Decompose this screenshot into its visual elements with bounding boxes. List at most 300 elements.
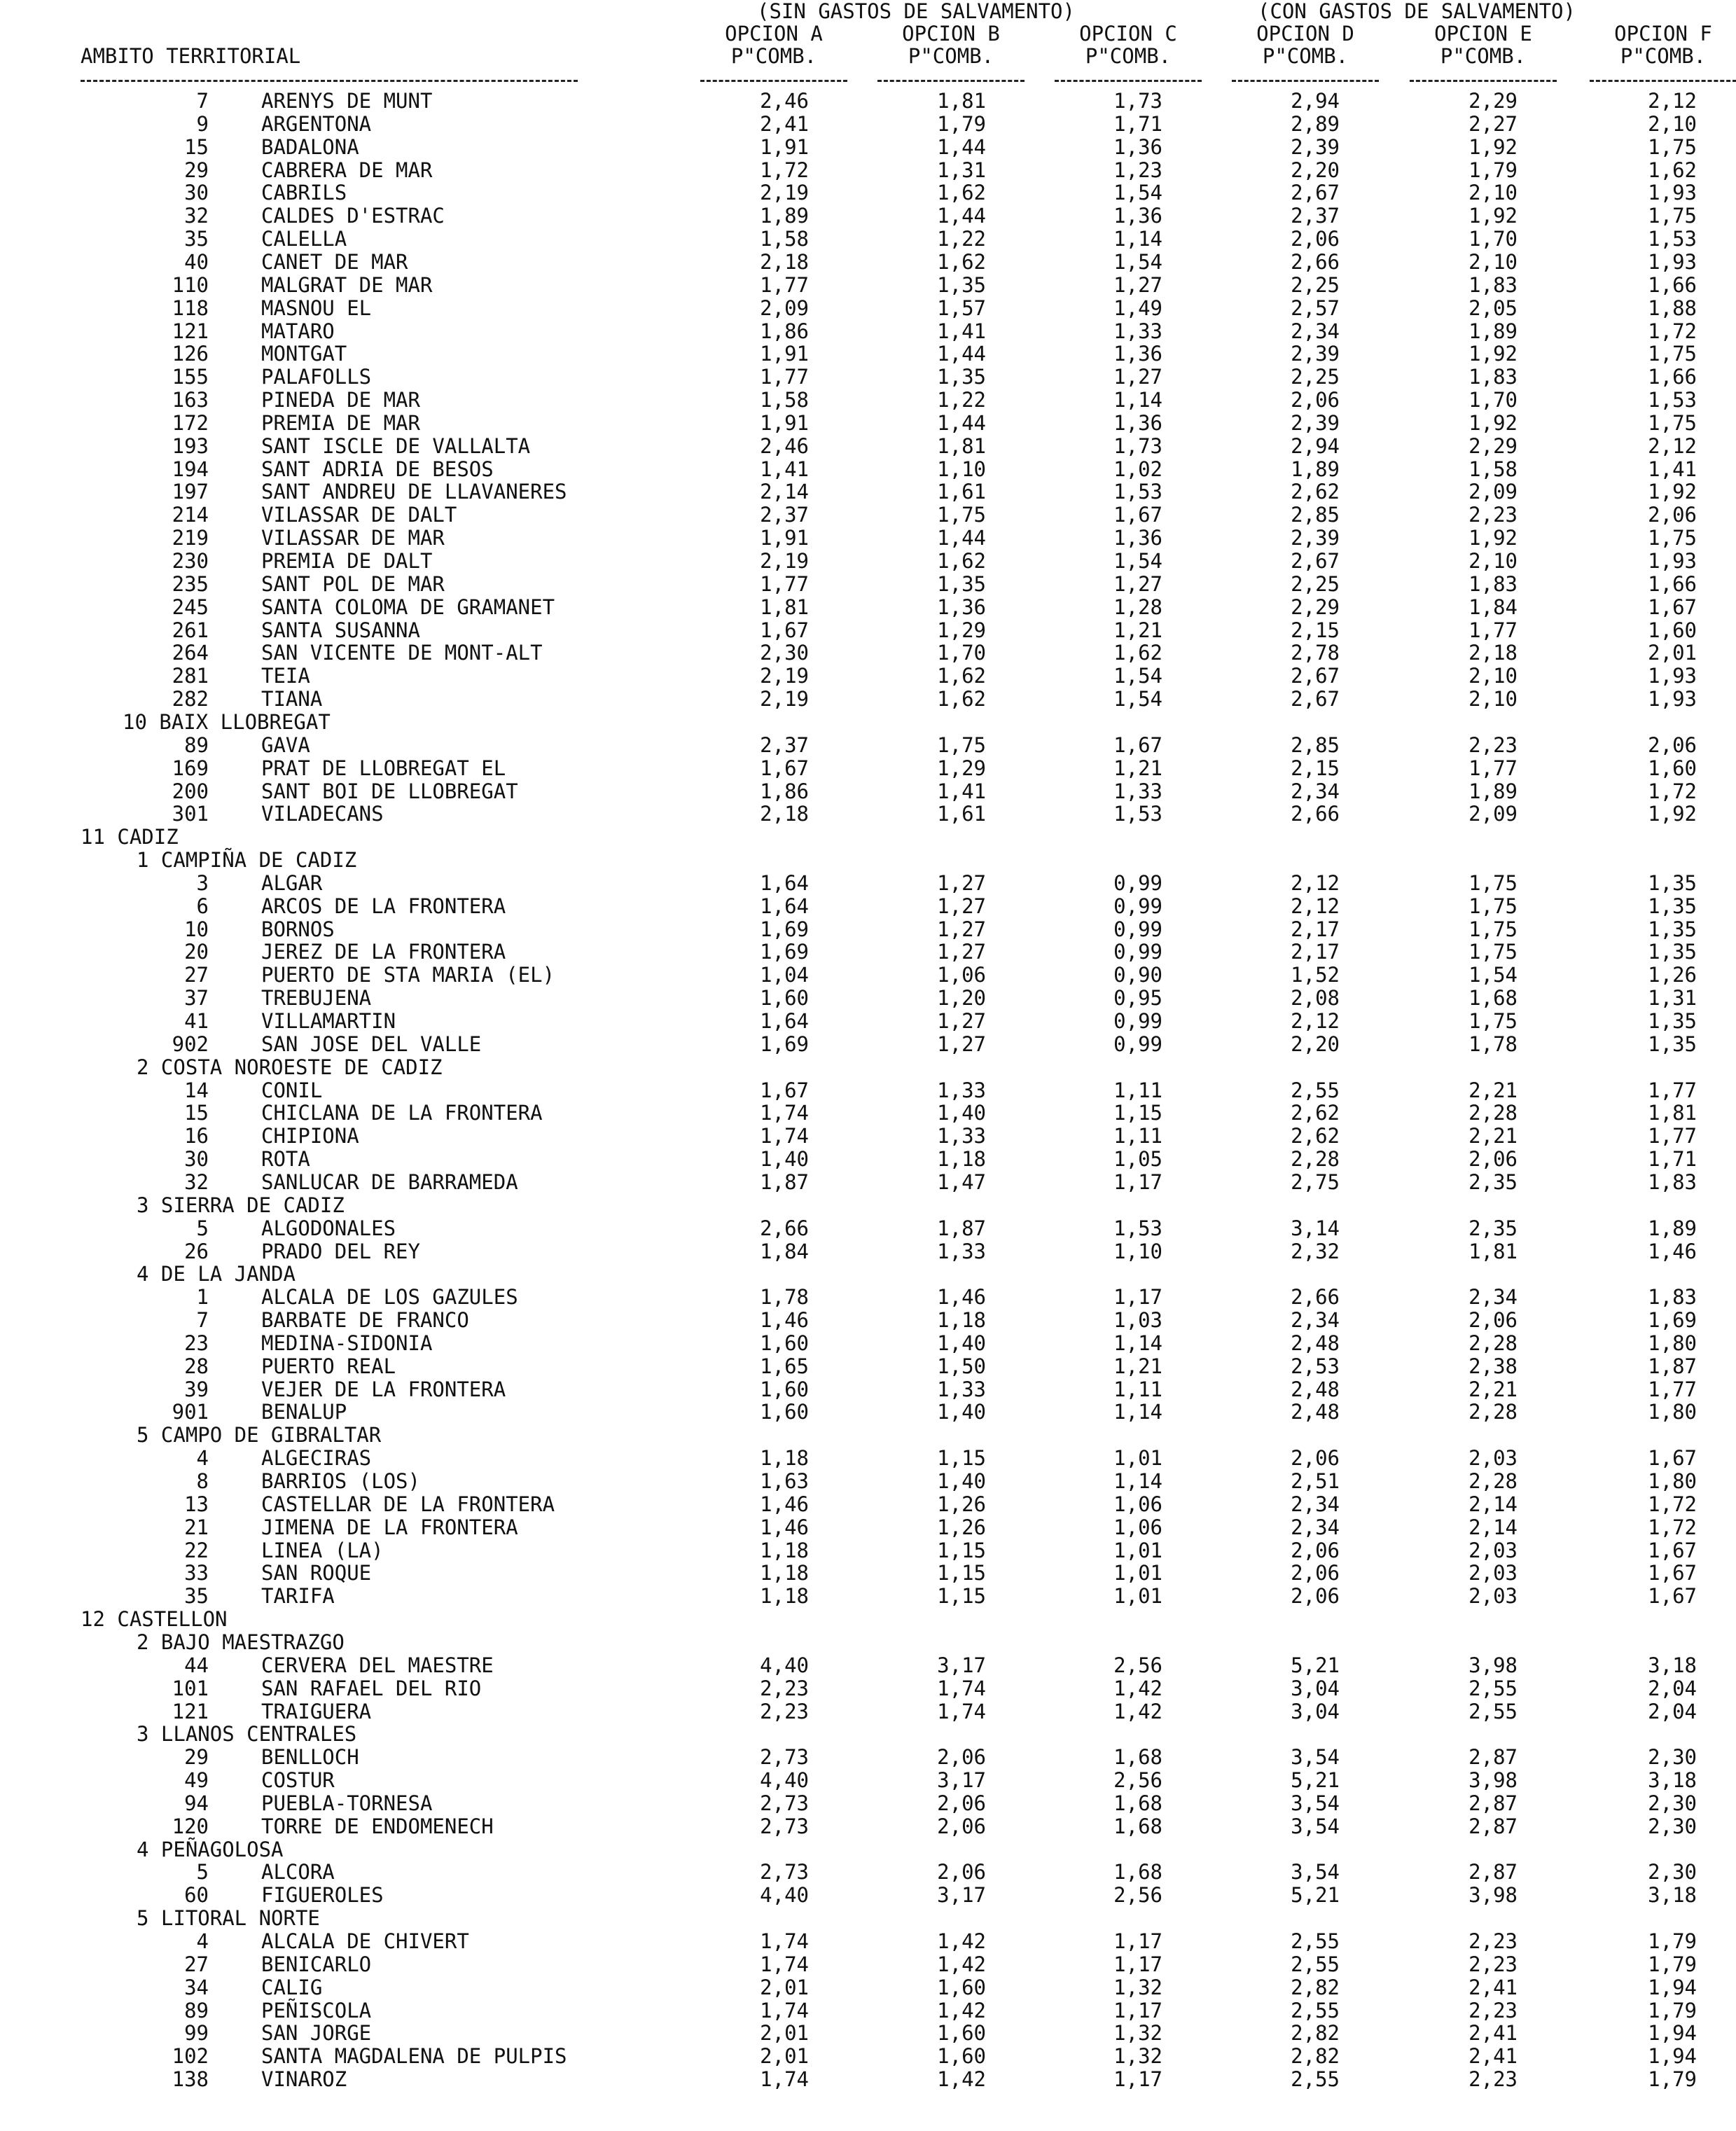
municipality-code: 4	[196, 1446, 209, 1471]
value-option-e: 2,23	[1468, 1998, 1518, 2022]
value-option-f: 1,80	[1648, 1400, 1697, 1424]
value-option-e: 1,83	[1468, 365, 1518, 389]
value-option-d: 3,04	[1291, 1699, 1340, 1723]
value-option-e: 2,28	[1468, 1469, 1518, 1493]
column-subheader-pcomb: P"COMB.	[1262, 44, 1349, 68]
value-option-d: 2,62	[1291, 480, 1340, 504]
value-option-b: 1,47	[937, 1169, 986, 1194]
value-option-f: 1,72	[1648, 779, 1697, 803]
value-option-a: 1,64	[760, 870, 809, 895]
municipality-row	[0, 573, 1736, 596]
value-option-c: 1,15	[1113, 1101, 1162, 1125]
region-label: 3 SIERRA DE CADIZ	[137, 1193, 345, 1217]
value-option-b: 1,15	[937, 1584, 986, 1609]
value-option-d: 2,12	[1291, 870, 1340, 895]
value-option-d: 3,54	[1291, 1745, 1340, 1770]
value-option-b: 1,41	[937, 319, 986, 343]
region-row	[0, 1907, 1736, 1930]
value-option-d: 2,06	[1291, 1561, 1340, 1585]
value-option-b: 1,75	[937, 503, 986, 527]
value-option-f: 2,30	[1648, 1745, 1697, 1770]
value-option-f: 1,66	[1648, 272, 1697, 297]
value-option-d: 5,21	[1291, 1883, 1340, 1908]
value-option-c: 1,49	[1113, 296, 1162, 320]
value-option-a: 1,60	[760, 1400, 809, 1424]
value-option-f: 1,53	[1648, 388, 1697, 412]
value-option-d: 2,55	[1291, 1929, 1340, 1953]
value-option-a: 2,73	[760, 1814, 809, 1838]
value-option-d: 2,15	[1291, 756, 1340, 780]
municipality-row	[0, 228, 1736, 251]
value-option-a: 1,86	[760, 779, 809, 803]
value-option-d: 5,21	[1291, 1653, 1340, 1677]
value-option-d: 2,85	[1291, 503, 1340, 527]
value-option-e: 1,84	[1468, 595, 1518, 619]
value-option-e: 3,98	[1468, 1883, 1518, 1908]
municipality-name: PREMIA DE MAR	[261, 410, 420, 435]
municipality-name: ALCALA DE LOS GAZULES	[261, 1285, 518, 1310]
value-option-f: 1,46	[1648, 1239, 1697, 1263]
municipality-code: 16	[184, 1124, 209, 1148]
municipality-name: MASNOU EL	[261, 296, 372, 320]
value-option-f: 1,94	[1648, 2044, 1697, 2069]
value-option-e: 2,03	[1468, 1538, 1518, 1562]
value-option-b: 1,15	[937, 1446, 986, 1471]
municipality-code: 5	[196, 1216, 209, 1240]
value-option-b: 3,17	[937, 1768, 986, 1793]
municipality-code: 121	[172, 1699, 209, 1723]
value-option-c: 1,01	[1113, 1584, 1162, 1609]
municipality-name: CALDES D'ESTRAC	[261, 204, 445, 228]
value-option-c: 0,99	[1113, 917, 1162, 941]
municipality-name: TREBUJENA	[261, 986, 372, 1011]
value-option-c: 1,73	[1113, 433, 1162, 458]
value-option-f: 2,04	[1648, 1676, 1697, 1700]
municipality-name: CASTELLAR DE LA FRONTERA	[261, 1492, 555, 1516]
municipality-row	[0, 940, 1736, 964]
municipality-row	[0, 435, 1736, 458]
value-option-b: 1,27	[937, 894, 986, 918]
municipality-code: 301	[172, 802, 209, 826]
value-option-f: 1,67	[1648, 1584, 1697, 1609]
value-option-f: 1,67	[1648, 1538, 1697, 1562]
value-option-a: 2,30	[760, 641, 809, 665]
municipality-row	[0, 688, 1736, 711]
value-option-c: 1,10	[1113, 1239, 1162, 1263]
municipality-row	[0, 366, 1736, 389]
value-option-e: 2,06	[1468, 1308, 1518, 1333]
value-option-e: 2,06	[1468, 1147, 1518, 1172]
value-option-d: 2,66	[1291, 249, 1340, 274]
value-option-c: 1,01	[1113, 1446, 1162, 1471]
column-header-option-b: OPCION B	[902, 22, 1000, 46]
column-header-option-a: OPCION A	[725, 22, 823, 46]
value-option-f: 1,81	[1648, 1101, 1697, 1125]
municipality-name: ALCALA DE CHIVERT	[261, 1929, 469, 1953]
value-option-c: 1,05	[1113, 1147, 1162, 1172]
value-option-e: 2,03	[1468, 1446, 1518, 1471]
municipality-code: 94	[184, 1791, 209, 1815]
municipality-row	[0, 527, 1736, 550]
value-option-f: 1,35	[1648, 1009, 1697, 1033]
value-option-b: 1,42	[937, 1929, 986, 1953]
municipality-row	[0, 1769, 1736, 1792]
value-option-a: 2,18	[760, 249, 809, 274]
value-option-b: 1,74	[937, 1699, 986, 1723]
municipality-code: 219	[172, 526, 209, 550]
municipality-code: 44	[184, 1653, 209, 1677]
municipality-row	[0, 320, 1736, 343]
value-option-b: 1,79	[937, 111, 986, 136]
value-option-a: 1,46	[760, 1308, 809, 1333]
value-option-d: 2,62	[1291, 1124, 1340, 1148]
municipality-row	[0, 1378, 1736, 1401]
value-option-c: 1,71	[1113, 111, 1162, 136]
value-option-a: 1,77	[760, 571, 809, 596]
column-header-option-e: OPCION E	[1434, 22, 1532, 46]
municipality-name: ARENYS DE MUNT	[261, 89, 433, 113]
value-option-b: 1,26	[937, 1515, 986, 1539]
value-option-b: 1,62	[937, 181, 986, 205]
value-option-a: 2,41	[760, 111, 809, 136]
value-option-e: 2,09	[1468, 480, 1518, 504]
municipality-name: VILLAMARTIN	[261, 1009, 396, 1033]
value-option-b: 1,57	[937, 296, 986, 320]
municipality-name: BARRIOS (LOS)	[261, 1469, 420, 1493]
municipality-name: PEÑISCOLA	[261, 1998, 372, 2022]
municipality-code: 7	[196, 1308, 209, 1333]
value-option-b: 3,17	[937, 1883, 986, 1908]
municipality-name: SANT BOI DE LLOBREGAT	[261, 779, 518, 803]
municipality-code: 121	[172, 319, 209, 343]
municipality-name: SANTA MAGDALENA DE PULPIS	[261, 2044, 567, 2069]
municipality-code: 33	[184, 1561, 209, 1585]
value-option-b: 1,35	[937, 571, 986, 596]
value-option-b: 1,61	[937, 480, 986, 504]
value-option-a: 1,18	[760, 1538, 809, 1562]
value-option-d: 2,67	[1291, 687, 1340, 712]
value-option-e: 2,41	[1468, 2044, 1518, 2069]
value-option-f: 1,35	[1648, 1032, 1697, 1056]
value-option-f: 2,30	[1648, 1791, 1697, 1815]
municipality-code: 22	[184, 1538, 209, 1562]
value-option-d: 3,14	[1291, 1216, 1340, 1240]
value-option-b: 1,44	[937, 342, 986, 366]
value-option-a: 1,69	[760, 1032, 809, 1056]
rule-ambito	[81, 80, 578, 82]
municipality-code: 120	[172, 1814, 209, 1838]
municipality-code: 282	[172, 687, 209, 712]
value-option-c: 1,73	[1113, 89, 1162, 113]
municipality-row	[0, 274, 1736, 297]
municipality-code: 169	[172, 756, 209, 780]
value-option-e: 2,28	[1468, 1101, 1518, 1125]
value-option-a: 1,60	[760, 986, 809, 1011]
value-option-f: 1,80	[1648, 1469, 1697, 1493]
value-option-e: 2,10	[1468, 664, 1518, 688]
municipality-row	[0, 918, 1736, 941]
municipality-name: ROTA	[261, 1147, 310, 1172]
municipality-row	[0, 1309, 1736, 1332]
municipality-row	[0, 1079, 1736, 1102]
value-option-e: 2,29	[1468, 89, 1518, 113]
municipality-name: SAN JOSE DEL VALLE	[261, 1032, 482, 1056]
value-option-c: 1,14	[1113, 227, 1162, 251]
value-option-d: 1,52	[1291, 963, 1340, 987]
value-option-d: 2,89	[1291, 111, 1340, 136]
municipality-code: 39	[184, 1377, 209, 1401]
value-option-d: 2,06	[1291, 227, 1340, 251]
value-option-a: 2,37	[760, 503, 809, 527]
value-option-a: 4,40	[760, 1653, 809, 1677]
value-option-d: 2,48	[1291, 1331, 1340, 1355]
municipality-code: 99	[184, 2021, 209, 2046]
value-option-f: 1,94	[1648, 2021, 1697, 2046]
value-option-c: 1,06	[1113, 1492, 1162, 1516]
municipality-code: 89	[184, 1998, 209, 2022]
value-option-e: 2,09	[1468, 802, 1518, 826]
value-option-d: 2,12	[1291, 894, 1340, 918]
value-option-d: 2,62	[1291, 1101, 1340, 1125]
value-option-b: 1,06	[937, 963, 986, 987]
value-option-b: 1,44	[937, 410, 986, 435]
header-rule	[1232, 80, 1379, 82]
municipality-name: VILADECANS	[261, 802, 384, 826]
value-option-e: 2,87	[1468, 1860, 1518, 1884]
region-label: 4 DE LA JANDA	[137, 1262, 296, 1286]
value-option-b: 1,10	[937, 457, 986, 481]
value-option-a: 1,87	[760, 1169, 809, 1194]
value-option-c: 1,27	[1113, 272, 1162, 297]
value-option-c: 1,68	[1113, 1860, 1162, 1884]
column-header-option-d: OPCION D	[1256, 22, 1354, 46]
value-option-d: 2,08	[1291, 986, 1340, 1011]
value-option-b: 1,31	[937, 158, 986, 182]
region-row	[0, 1424, 1736, 1447]
municipality-row	[0, 159, 1736, 182]
value-option-d: 1,89	[1291, 457, 1340, 481]
value-option-c: 1,68	[1113, 1791, 1162, 1815]
value-option-c: 0,99	[1113, 870, 1162, 895]
value-option-a: 1,60	[760, 1377, 809, 1401]
value-option-a: 2,19	[760, 664, 809, 688]
municipality-row	[0, 1585, 1736, 1608]
value-option-c: 1,21	[1113, 756, 1162, 780]
municipality-name: MONTGAT	[261, 342, 347, 366]
value-option-e: 2,14	[1468, 1515, 1518, 1539]
value-option-d: 5,21	[1291, 1768, 1340, 1793]
value-option-a: 1,46	[760, 1492, 809, 1516]
value-option-a: 2,09	[760, 296, 809, 320]
value-option-a: 1,18	[760, 1446, 809, 1471]
value-option-a: 1,77	[760, 272, 809, 297]
value-option-a: 2,01	[760, 2044, 809, 2069]
municipality-name: TEIA	[261, 664, 310, 688]
municipality-name: JEREZ DE LA FRONTERA	[261, 940, 506, 964]
value-option-e: 3,98	[1468, 1653, 1518, 1677]
municipality-code: 200	[172, 779, 209, 803]
value-option-f: 1,75	[1648, 526, 1697, 550]
value-option-d: 2,66	[1291, 802, 1340, 826]
value-option-d: 2,25	[1291, 272, 1340, 297]
value-option-f: 1,66	[1648, 365, 1697, 389]
municipality-name: ALCORA	[261, 1860, 335, 1884]
value-option-b: 2,06	[937, 1745, 986, 1770]
municipality-code: 27	[184, 1952, 209, 1976]
municipality-code: 29	[184, 1745, 209, 1770]
value-option-c: 1,53	[1113, 802, 1162, 826]
municipality-name: PALAFOLLS	[261, 365, 372, 389]
value-option-a: 1,04	[760, 963, 809, 987]
value-option-a: 1,46	[760, 1515, 809, 1539]
value-option-b: 1,26	[937, 1492, 986, 1516]
value-option-b: 1,62	[937, 249, 986, 274]
region-label: 5 CAMPO DE GIBRALTAR	[137, 1423, 382, 1448]
value-option-f: 3,18	[1648, 1768, 1697, 1793]
value-option-f: 1,72	[1648, 319, 1697, 343]
value-option-b: 1,15	[937, 1538, 986, 1562]
municipality-row	[0, 251, 1736, 274]
value-option-b: 1,81	[937, 89, 986, 113]
municipality-code: 194	[172, 457, 209, 481]
value-option-d: 2,51	[1291, 1469, 1340, 1493]
value-option-d: 2,34	[1291, 779, 1340, 803]
municipality-code: 32	[184, 204, 209, 228]
value-option-c: 1,27	[1113, 571, 1162, 596]
value-option-c: 1,17	[1113, 1998, 1162, 2022]
value-option-a: 1,64	[760, 1009, 809, 1033]
value-option-c: 1,32	[1113, 2021, 1162, 2046]
value-option-c: 1,62	[1113, 641, 1162, 665]
value-option-b: 1,46	[937, 1285, 986, 1310]
value-option-e: 2,41	[1468, 1975, 1518, 1999]
value-option-a: 1,63	[760, 1469, 809, 1493]
value-option-b: 1,81	[937, 433, 986, 458]
value-option-e: 1,79	[1468, 158, 1518, 182]
value-option-d: 2,34	[1291, 1308, 1340, 1333]
municipality-row	[0, 596, 1736, 619]
value-option-b: 3,17	[937, 1653, 986, 1677]
value-option-b: 1,33	[937, 1239, 986, 1263]
value-option-b: 1,27	[937, 870, 986, 895]
value-option-e: 2,28	[1468, 1331, 1518, 1355]
value-option-c: 1,68	[1113, 1814, 1162, 1838]
municipality-row	[0, 1125, 1736, 1148]
value-option-d: 2,94	[1291, 433, 1340, 458]
municipality-row	[0, 1447, 1736, 1470]
column-header-option-c: OPCION C	[1079, 22, 1177, 46]
value-option-d: 2,67	[1291, 181, 1340, 205]
value-option-d: 2,39	[1291, 410, 1340, 435]
value-option-a: 2,23	[760, 1699, 809, 1723]
group-header-sin-gastos: (SIN GASTOS DE SALVAMENTO)	[757, 0, 1075, 23]
value-option-f: 2,06	[1648, 503, 1697, 527]
value-option-b: 1,74	[937, 1676, 986, 1700]
municipality-name: PUERTO DE STA MARIA (EL)	[261, 963, 555, 987]
municipality-code: 5	[196, 1860, 209, 1884]
municipality-row	[0, 412, 1736, 435]
municipality-code: 13	[184, 1492, 209, 1516]
value-option-c: 1,54	[1113, 664, 1162, 688]
municipality-name: CABRERA DE MAR	[261, 158, 433, 182]
value-option-b: 2,06	[937, 1814, 986, 1838]
value-option-c: 1,14	[1113, 1400, 1162, 1424]
region-label: 4 PEÑAGOLOSA	[137, 1837, 284, 1861]
municipality-code: 197	[172, 480, 209, 504]
province-row	[0, 826, 1736, 849]
value-option-e: 2,03	[1468, 1584, 1518, 1609]
region-row	[0, 849, 1736, 872]
value-option-e: 2,10	[1468, 549, 1518, 573]
value-option-a: 1,40	[760, 1147, 809, 1172]
municipality-code: 3	[196, 870, 209, 895]
value-option-d: 2,06	[1291, 388, 1340, 412]
value-option-a: 1,72	[760, 158, 809, 182]
value-option-a: 1,69	[760, 917, 809, 941]
value-option-c: 1,42	[1113, 1676, 1162, 1700]
value-option-b: 1,61	[937, 802, 986, 826]
value-option-a: 1,74	[760, 1952, 809, 1976]
value-option-b: 1,29	[937, 756, 986, 780]
municipality-name: LINEA (LA)	[261, 1538, 384, 1562]
municipality-row	[0, 1240, 1736, 1263]
municipality-row	[0, 480, 1736, 504]
municipality-name: ARGENTONA	[261, 111, 372, 136]
value-option-d: 2,06	[1291, 1446, 1340, 1471]
municipality-name: ALGODONALES	[261, 1216, 396, 1240]
value-option-d: 2,39	[1291, 134, 1340, 159]
value-option-b: 1,42	[937, 1998, 986, 2022]
value-option-c: 1,01	[1113, 1561, 1162, 1585]
value-option-e: 1,83	[1468, 272, 1518, 297]
value-option-d: 2,55	[1291, 1952, 1340, 1976]
value-option-a: 1,91	[760, 342, 809, 366]
value-option-f: 1,80	[1648, 1331, 1697, 1355]
municipality-row	[0, 1999, 1736, 2022]
value-option-d: 3,54	[1291, 1860, 1340, 1884]
header-rule	[1590, 80, 1736, 82]
value-option-d: 3,54	[1291, 1791, 1340, 1815]
value-option-c: 1,32	[1113, 2044, 1162, 2069]
value-option-e: 2,23	[1468, 733, 1518, 757]
value-option-e: 1,75	[1468, 940, 1518, 964]
value-option-e: 1,78	[1468, 1032, 1518, 1056]
value-option-d: 2,67	[1291, 549, 1340, 573]
municipality-name: PINEDA DE MAR	[261, 388, 420, 412]
value-option-e: 2,21	[1468, 1078, 1518, 1102]
value-option-b: 1,60	[937, 2044, 986, 2069]
value-option-f: 1,83	[1648, 1285, 1697, 1310]
value-option-b: 2,06	[937, 1860, 986, 1884]
value-option-c: 1,54	[1113, 249, 1162, 274]
value-option-c: 1,36	[1113, 410, 1162, 435]
municipality-name: BORNOS	[261, 917, 335, 941]
value-option-f: 1,77	[1648, 1078, 1697, 1102]
value-option-a: 1,74	[760, 2067, 809, 2092]
value-option-d: 2,55	[1291, 1998, 1340, 2022]
municipality-code: 155	[172, 365, 209, 389]
municipality-row	[0, 1976, 1736, 1999]
municipality-code: 163	[172, 388, 209, 412]
value-option-d: 2,34	[1291, 1492, 1340, 1516]
value-option-c: 1,02	[1113, 457, 1162, 481]
municipality-code: 126	[172, 342, 209, 366]
value-option-e: 1,75	[1468, 894, 1518, 918]
value-option-c: 1,54	[1113, 181, 1162, 205]
column-subheader-pcomb: P"COMB.	[730, 44, 817, 68]
value-option-b: 1,33	[937, 1078, 986, 1102]
value-option-e: 2,10	[1468, 687, 1518, 712]
